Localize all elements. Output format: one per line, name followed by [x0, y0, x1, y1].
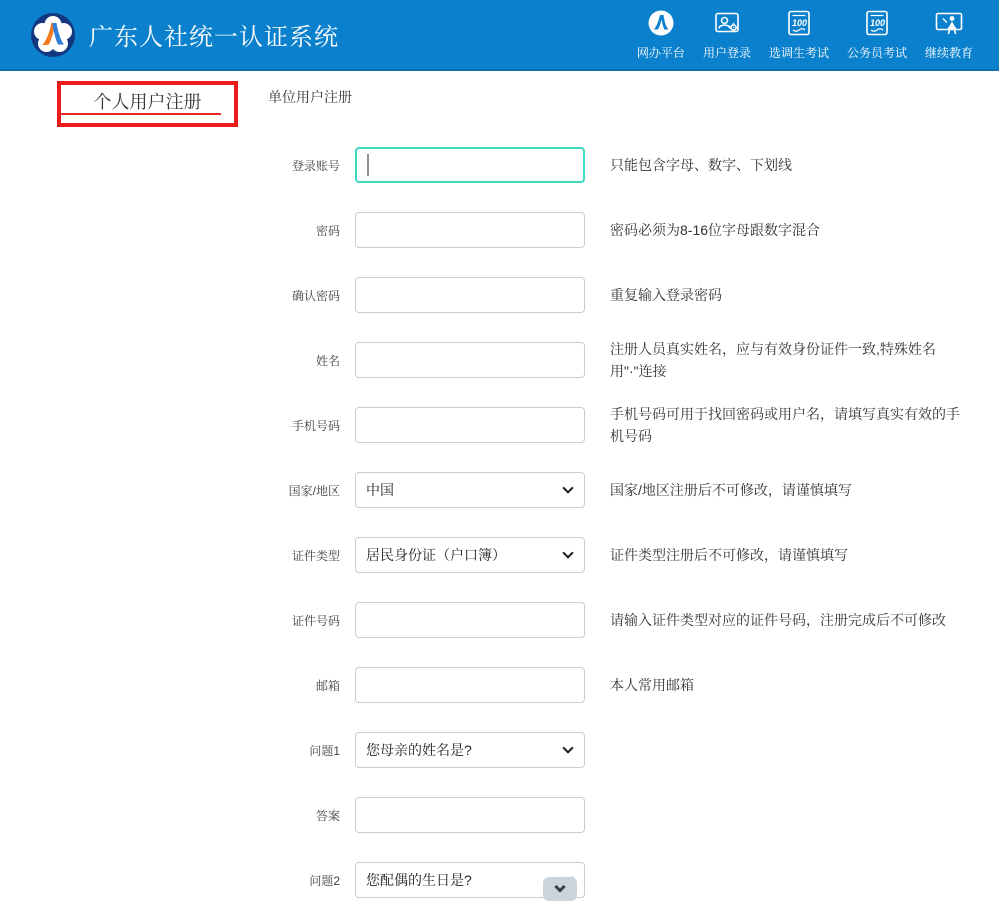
brand: [0, 12, 339, 58]
form-row-answer: [250, 797, 999, 833]
confirm-password-input[interactable]: [355, 277, 585, 313]
name-label: 姓名: [315, 353, 340, 368]
header-nav: [637, 9, 999, 61]
id-number-input[interactable]: [355, 602, 585, 638]
email-label: 邮箱: [315, 678, 340, 693]
form-row-mobile: [250, 407, 999, 443]
password-input[interactable]: [355, 212, 585, 248]
brand-logo-icon: [30, 12, 76, 58]
app-header: [0, 0, 999, 71]
id-number-hint: 请输入证件类型对应的证件号码，注册完成后不可修改: [610, 612, 946, 628]
form-row-id-type: [250, 537, 999, 573]
email-hint: 本人常用邮箱: [610, 677, 694, 693]
svg-text:100: 100: [869, 17, 885, 28]
form-row-id-number: [250, 602, 999, 638]
tab-company-register[interactable]: 单位用户注册: [268, 89, 352, 105]
scroll-down-indicator[interactable]: [543, 877, 577, 901]
nav-item-user-login[interactable]: [703, 9, 751, 61]
nav-label: 网办平台: [636, 45, 685, 60]
id-type-select-value: 居民身份证（户口簿）: [366, 547, 506, 563]
question1-select[interactable]: [355, 732, 585, 768]
name-hint: 注册人员真实姓名，应与有效身份证件一致,特殊姓名用"·"连接: [610, 341, 936, 379]
mobile-hint: 手机号码可用于找回密码或用户名，请填写真实有效的手机号码: [610, 406, 960, 444]
answer-label: 答案: [315, 808, 340, 823]
mobile-label: 手机号码: [291, 418, 340, 433]
nav-label: 用户登录: [702, 45, 751, 60]
form-row-name: [250, 342, 999, 378]
nav-label: 继续教育: [924, 45, 973, 60]
country-select-value: 中国: [366, 482, 394, 498]
confirm-password-hint: 重复输入登录密码: [610, 287, 722, 303]
id-type-hint: 证件类型注册后不可修改，请谨慎填写: [610, 547, 848, 563]
question2-select-value: 您配偶的生日是?: [366, 872, 472, 888]
country-label: 国家/地区: [288, 483, 340, 498]
answer-input[interactable]: [355, 797, 585, 833]
education-icon: [934, 9, 964, 37]
question1-select-value: 您母亲的姓名是?: [366, 742, 472, 758]
form-row-email: [250, 667, 999, 703]
password-hint: 密码必须为8-16位字母跟数字混合: [610, 222, 821, 238]
login-account-label: 登录账号: [291, 158, 340, 173]
nav-item-civil-servant-exam[interactable]: [847, 9, 907, 61]
svg-text:100: 100: [791, 17, 807, 28]
active-tab-underline: [60, 113, 221, 115]
id-type-select[interactable]: [355, 537, 585, 573]
question2-label: 问题2: [309, 873, 340, 888]
question1-label: 问题1: [309, 743, 340, 758]
tab-bar: [0, 71, 999, 147]
web-platform-icon: [647, 9, 675, 37]
exam-score-icon: [786, 9, 812, 37]
nav-label: 公务员考试: [846, 45, 907, 60]
text-caret: [367, 154, 369, 176]
form-row-login-account: [250, 147, 999, 183]
name-input[interactable]: [355, 342, 585, 378]
registration-form: [0, 147, 999, 898]
form-row-country: [250, 472, 999, 508]
tab-personal-register[interactable]: 个人用户注册: [93, 92, 202, 112]
nav-label: 选调生考试: [768, 45, 829, 60]
form-row-password: [250, 212, 999, 248]
country-hint: 国家/地区注册后不可修改，请谨慎填写: [610, 482, 852, 498]
id-type-label: 证件类型: [291, 548, 340, 563]
form-row-question1: [250, 732, 999, 768]
nav-item-web-platform[interactable]: [637, 9, 685, 61]
app-title: 广东人社统一认证系统: [89, 24, 339, 51]
form-row-question2: [250, 862, 999, 898]
confirm-password-label: 确认密码: [291, 288, 340, 303]
nav-item-xuandiao-exam[interactable]: [769, 9, 829, 61]
nav-item-continuing-education[interactable]: [925, 9, 973, 61]
id-number-label: 证件号码: [291, 613, 340, 628]
login-account-input[interactable]: [355, 147, 585, 183]
password-label: 密码: [315, 223, 340, 238]
country-select[interactable]: [355, 472, 585, 508]
email-input[interactable]: [355, 667, 585, 703]
user-login-icon: [713, 9, 741, 37]
form-row-confirm-password: [250, 277, 999, 313]
login-account-hint: 只能包含字母、数字、下划线: [610, 157, 792, 173]
exam-score-icon: [864, 9, 890, 37]
mobile-input[interactable]: [355, 407, 585, 443]
